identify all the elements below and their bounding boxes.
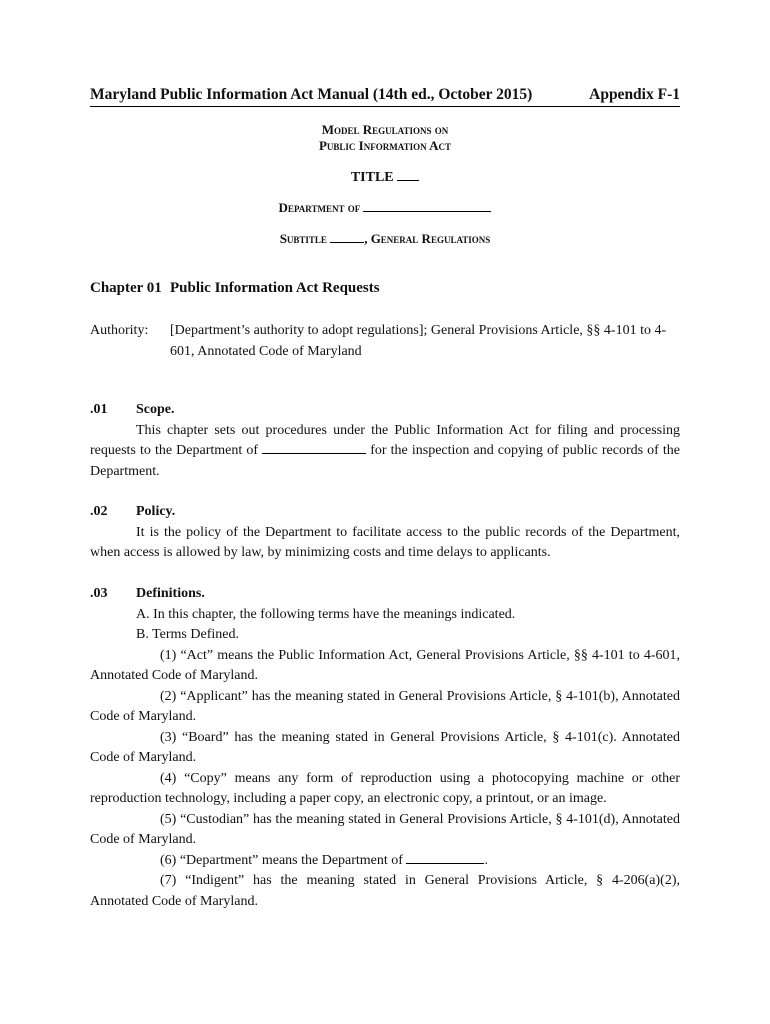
section-01 bbox=[90, 400, 680, 482]
department-label: Department of bbox=[278, 200, 361, 215]
section-title: Scope. bbox=[136, 402, 175, 417]
section-number: .01 bbox=[90, 402, 108, 417]
title-label: TITLE bbox=[350, 170, 394, 185]
subtitle-blank bbox=[330, 230, 364, 243]
chapter-heading bbox=[90, 280, 380, 297]
definition-act: (1) “Act” means the Public Information Act, General Provisions Article, §§ 4-101 to 4-601, Annotated Code of Maryland. bbox=[90, 647, 680, 683]
title-blank bbox=[397, 168, 419, 181]
section-02 bbox=[90, 502, 680, 564]
section-03-heading bbox=[90, 584, 680, 605]
definition-department-text: (6) “Department” means the Department of bbox=[160, 852, 403, 868]
section-01-text bbox=[90, 421, 680, 483]
definition-custodian: (5) “Custodian” has the meaning stated in General Provisions Article, § 4-101(d), Annotated Code of Maryland. bbox=[90, 811, 680, 847]
subtitle-name: , General Regulations bbox=[364, 231, 491, 246]
section-01-heading bbox=[90, 400, 680, 421]
section-number: .03 bbox=[90, 586, 108, 601]
title-line bbox=[90, 168, 680, 186]
department-name-blank bbox=[262, 441, 366, 454]
department-line bbox=[90, 199, 680, 216]
section-02-text: It is the policy of the Department to facilitate access to the public records of the Department, when access is allowed by law, by minimizing costs and time delays to applicants. bbox=[90, 524, 680, 560]
heading-line-2: Public Information Act bbox=[318, 138, 451, 153]
subtitle-label: Subtitle bbox=[279, 231, 327, 246]
authority-text: [Department’s authority to adopt regulations]; General Provisions Article, §§ 4-101 to 4-601, Annotated Code of Maryland bbox=[170, 323, 667, 359]
section-title: Definitions. bbox=[136, 586, 205, 601]
appendix-label: Appendix F-1 bbox=[589, 86, 680, 103]
definition-copy: (4) “Copy” means any form of reproduction using a photocopying machine or other reproduction technology, including a paper copy, an electronic copy, a printout, or an image. bbox=[90, 770, 680, 806]
section-title: Policy. bbox=[136, 504, 176, 519]
scope-text-b: for the inspection and copying of public records of the Department. bbox=[90, 443, 681, 479]
authority-block bbox=[90, 320, 680, 362]
regulations-heading bbox=[90, 122, 680, 154]
department-blank bbox=[363, 199, 491, 212]
page-header bbox=[90, 86, 680, 107]
section-03 bbox=[90, 584, 680, 912]
definition-board: (3) “Board” has the meaning stated in General Provisions Article, § 4-101(c). Annotated Code of Maryland. bbox=[90, 729, 680, 765]
chapter-title: Public Information Act Requests bbox=[170, 280, 380, 296]
authority-label: Authority: bbox=[90, 323, 149, 338]
section-number: .02 bbox=[90, 504, 108, 519]
manual-title: Maryland Public Information Act Manual (14th ed., October 2015) bbox=[90, 86, 533, 103]
definition-department: (6) “Department” means the Department of . bbox=[160, 852, 488, 868]
definition-intro-b: B. Terms Defined. bbox=[136, 627, 239, 642]
section-02-heading bbox=[90, 502, 680, 523]
subtitle-line bbox=[90, 230, 680, 247]
heading-line-1: Model Regulations on bbox=[321, 122, 449, 137]
definition-applicant: (2) “Applicant” has the meaning stated in General Provisions Article, § 4-101(b), Annotated Code of Maryland. bbox=[90, 688, 680, 724]
department-definition-blank bbox=[406, 851, 484, 864]
definition-indigent: (7) “Indigent” has the meaning stated in General Provisions Article, § 4-206(a)(2), Annotated Code of Maryland. bbox=[90, 873, 680, 909]
chapter-number: Chapter 01 bbox=[90, 280, 162, 296]
scope-text-a: This chapter sets out procedures under the Public Information Act for filing and processing requests to the Department of bbox=[90, 422, 680, 458]
definition-intro-a: A. In this chapter, the following terms have the meanings indicated. bbox=[136, 606, 516, 622]
